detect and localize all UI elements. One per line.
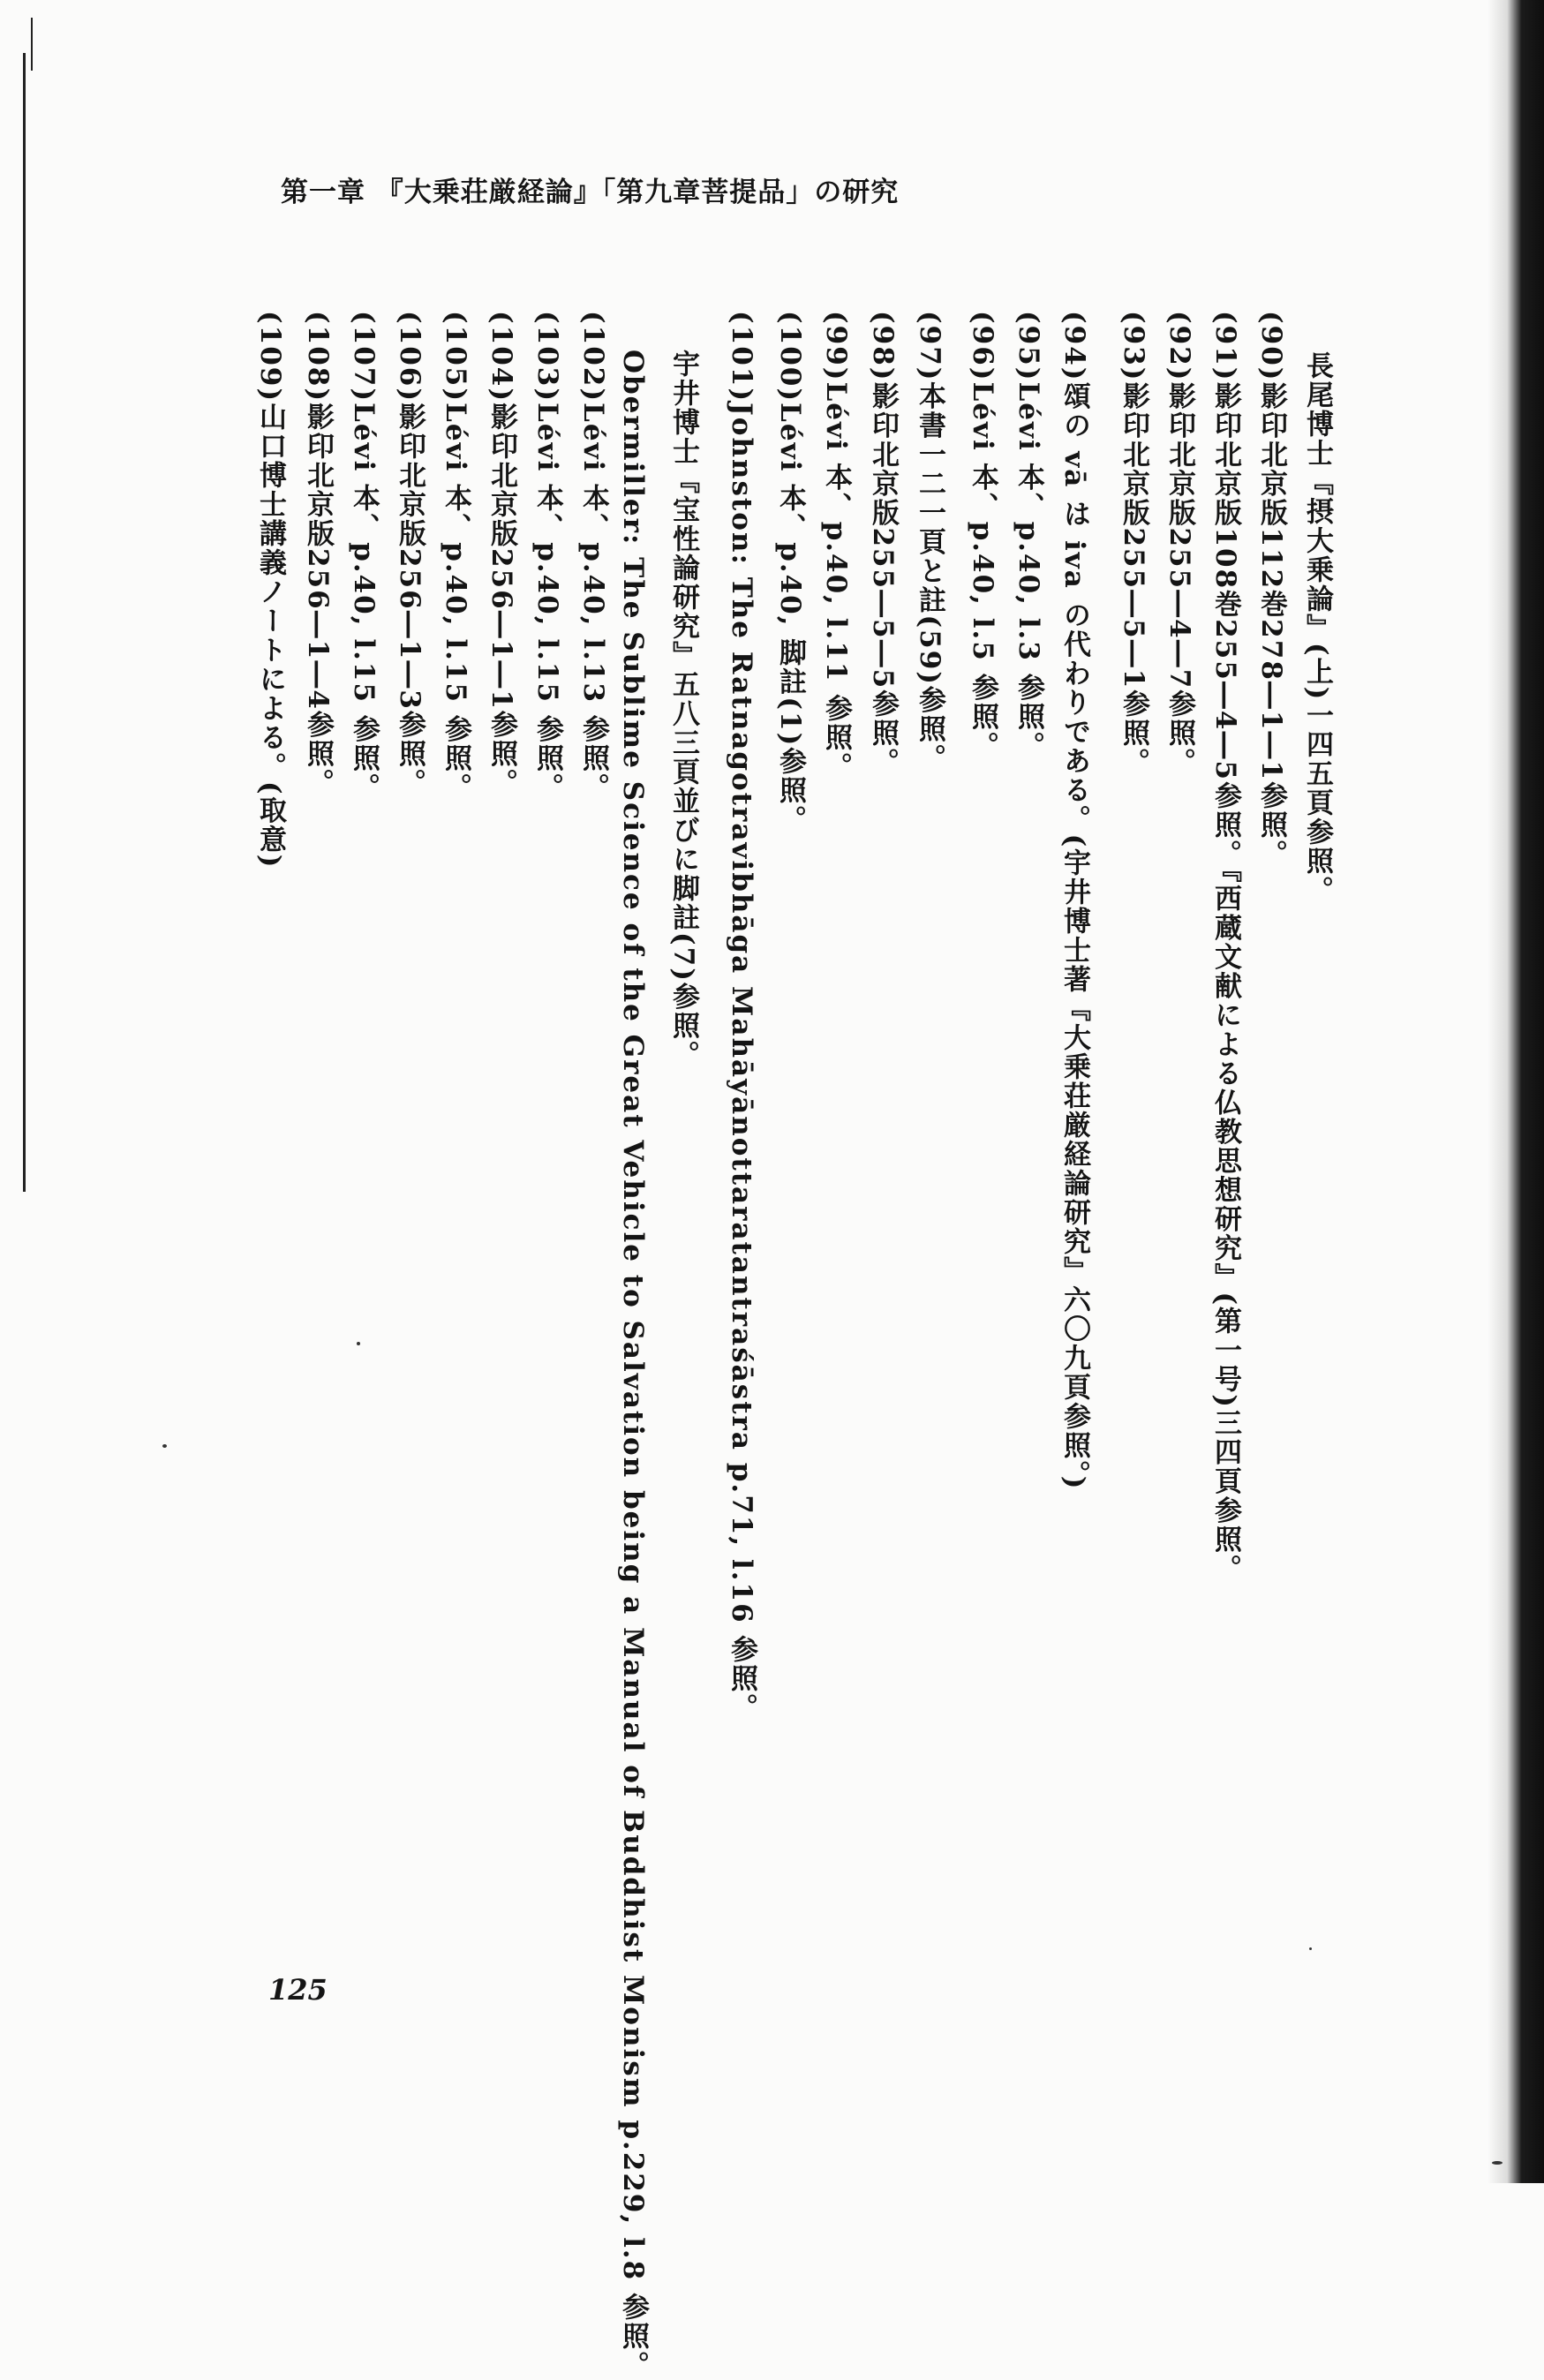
footnote-93: (93)影印北京版255―5―1参照。 [1118, 311, 1149, 778]
scan-speck [357, 1342, 360, 1345]
left-margin-rule-thin [31, 18, 33, 71]
footnote-96: (96)Lévi 本、p.40, l.5 参照。 [967, 311, 998, 761]
footnote-104: (104)影印北京版256―1―1参照。 [486, 311, 517, 798]
footnote-101-line-3: Obermiller: The Sublime Science of the Great Vehicle to Salvation being a Manual of Buddhist Monism p.229, l.8 参照。 [617, 350, 649, 2380]
footnote-105: (105)Lévi 本、p.40, l.15 参照。 [440, 311, 471, 802]
footnote-109: (109)山口博士講義ノートによる。(取意) [254, 311, 286, 870]
footnote-102: (102)Lévi 本、p.40, l.13 参照。 [577, 311, 609, 802]
footnote-106: (106)影印北京版256―1―3参照。 [394, 311, 426, 798]
scan-speck [1309, 1947, 1312, 1950]
footnote-91: (91)影印北京版108巻255―4―5参照。『西蔵文献による仏教思想研究』(第一号)三四頁参照。 [1209, 311, 1241, 1584]
footnote-97: (97)本書一二一頁と註(59)参照。 [914, 311, 945, 773]
footnote-108: (108)影印北京版256―1―4参照。 [302, 311, 334, 798]
footnote-94: (94)頌の vā は iva の代わりである。(宇井博士著『大乗荘厳経論研究』六〇九頁参照。) [1058, 311, 1090, 1491]
footnote-90: (90)影印北京版112巻278―1―1参照。 [1255, 311, 1287, 870]
scan-speck [162, 1444, 167, 1448]
footnote-103: (103)Lévi 本、p.40, l.15 参照。 [531, 311, 563, 802]
page-number: 125 [268, 1973, 328, 2007]
footnote-99: (99)Lévi 本、p.40, l.11 参照。 [820, 311, 852, 782]
left-margin-rule [23, 53, 26, 1192]
footnote-92: (92)影印北京版255―4―7参照。 [1164, 311, 1195, 778]
footnote-107: (107)Lévi 本、p.40, l.15 参照。 [348, 311, 380, 802]
footnote-98: (98)影印北京版255―5―5参照。 [867, 311, 899, 778]
scan-speck [1492, 2161, 1503, 2165]
scan-edge-shadow [1488, 0, 1544, 2183]
footnote-89-continuation: 長尾博士『摂大乗論』(上)一四五頁参照。 [1301, 351, 1333, 906]
footnote-101: (101)Johnston: The Ratnagotravibhāga Mahāyānottaratantraśāstra p.71, l.16 参照。 [726, 311, 757, 1723]
footnote-95: (95)Lévi 本、p.40, l.3 参照。 [1013, 311, 1044, 761]
running-header: 第一章 『大乗荘厳経論』「第九章菩提品」の研究 [281, 177, 900, 208]
footnote-101-line-2: 宇井博士『宝性論研究』五八三頁並びに脚註(7)参照。 [667, 350, 699, 1070]
footnote-100: (100)Lévi 本、p.40, 脚註(1)参照。 [774, 311, 806, 835]
